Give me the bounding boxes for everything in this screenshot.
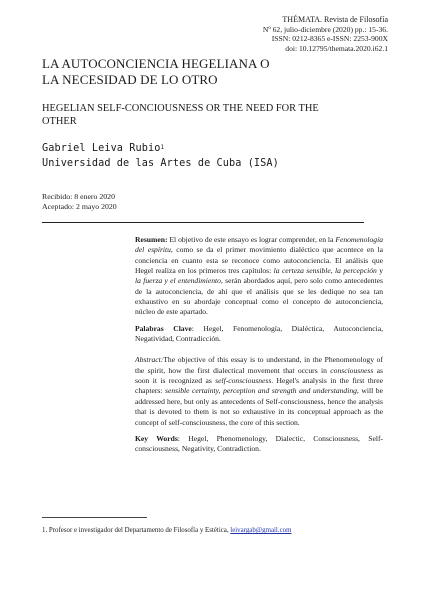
footnote-text: 1. Profesor e investigador del Departamento de Filosofía y Estética, [42,527,231,534]
abstract-block [135,235,383,455]
title-english-line1: HEGELIAN SELF-CONCIOUSNESS OR THE NEED FOR THE [42,103,319,114]
journal-header [168,15,388,53]
resumen-italic-2: la certeza sensible [273,266,331,276]
header-divider [42,222,364,223]
title-spanish-line1: LA AUTOCONCIENCIA HEGELIANA O [42,56,270,71]
footnote-divider [42,517,147,518]
abstract-text-4: , will be addressed here, but only as antecedents of Self-consciousness, hence the analysis that is devoted to them is not so exhaustive in its conceptual approach as the concept of self-consciousness, the core of this section. [135,386,383,427]
footnote-email-link[interactable]: leivargab@gmail.com [230,527,292,534]
author-block [42,142,382,171]
key-words-text: : Hegel, Phenomenology, Dialectic, Consciousness, Self-consciousness, Negativity, Contradiction. [135,433,384,454]
abstract-italic-1: consciousness [330,365,374,375]
palabras-clave-label: Palabras Clave [135,323,192,333]
palabras-clave-text: : Hegel, Fenomenología, Dialéctica, Autoconciencia, Negatividad, Contradicción. [135,323,383,344]
resumen-text-5: , serán abordados aquí, pero solo como antecedentes de la autoconciencia, de ahí que el análisis que se les dedique no sea tan exhaustivo en su abordaje conceptual como el concepto de autoconciencia, núcleo de este apartado. [135,276,383,317]
key-words-paragraph [135,434,383,455]
journal-issue: Nº 62, julio-diciembre (2020) pp.: 15-36. [262,24,388,34]
title-english [42,103,392,128]
title-english-line2: OTHER [42,115,77,127]
author-name: Gabriel Leiva Rubio [42,143,161,154]
abstract-italic-3: sensible certainty, perception and strength and understanding [165,386,357,396]
author-affiliation: Universidad de las Artes de Cuba (ISA) [42,157,279,169]
resumen-text-2: , como se da el primer movimiento dialéctico que acontece en la conciencia en cuanto esta se reconoce como autoconciencia. El análisis que Hegel realiza en los primeros tres capítulos: [135,245,384,276]
resumen-label: Resumen: [135,235,168,244]
title-spanish [42,56,382,87]
dates-block [42,192,242,213]
resumen-italic-3: la percepción [335,266,377,276]
resumen-text-3: , [330,266,336,276]
journal-doi: doi: 10.12795/themata.2020.i62.1 [285,43,388,53]
abstract-text-2: as soon it is recognized as [135,365,383,386]
resumen-italic-4: la fuerza y el entendimiento [135,276,221,286]
footnote [42,526,387,535]
date-accepted: Aceptado: 2 mayo 2020 [42,202,117,212]
resumen-text-1: El objetivo de este ensayo es lograr comprender, en la [167,235,336,244]
abstract-paragraph [135,355,383,427]
abstract-italic-2: self-consciousness [215,376,272,386]
author-footnote-mark: 1 [160,144,165,151]
key-words-label: Key Words [135,433,178,443]
abstract-text-3: . Hegel's analysis in the first three chapters: [135,376,383,396]
author-line [42,142,382,157]
abstract-text-1: The objective of this essay is to understand, in the Phenomenology of the spirit, how the first dialectical movement that occurs in [135,355,383,375]
abstract-label: Abstract: [135,355,164,365]
resumen-paragraph [135,235,383,318]
resumen-italic-1: Fenomenología del espíritu [135,235,383,255]
journal-name: THÉMATA. Revista de Filosofía [282,15,388,24]
palabras-clave-paragraph [135,324,383,345]
resumen-text-4: y [376,266,383,276]
date-received: Recibido: 8 enero 2020 [42,192,115,201]
title-spanish-line2: LA NECESIDAD DE LO OTRO [42,71,218,87]
journal-issn: ISSN: 0212-8365 e-ISSN: 2253-900X [271,34,388,44]
